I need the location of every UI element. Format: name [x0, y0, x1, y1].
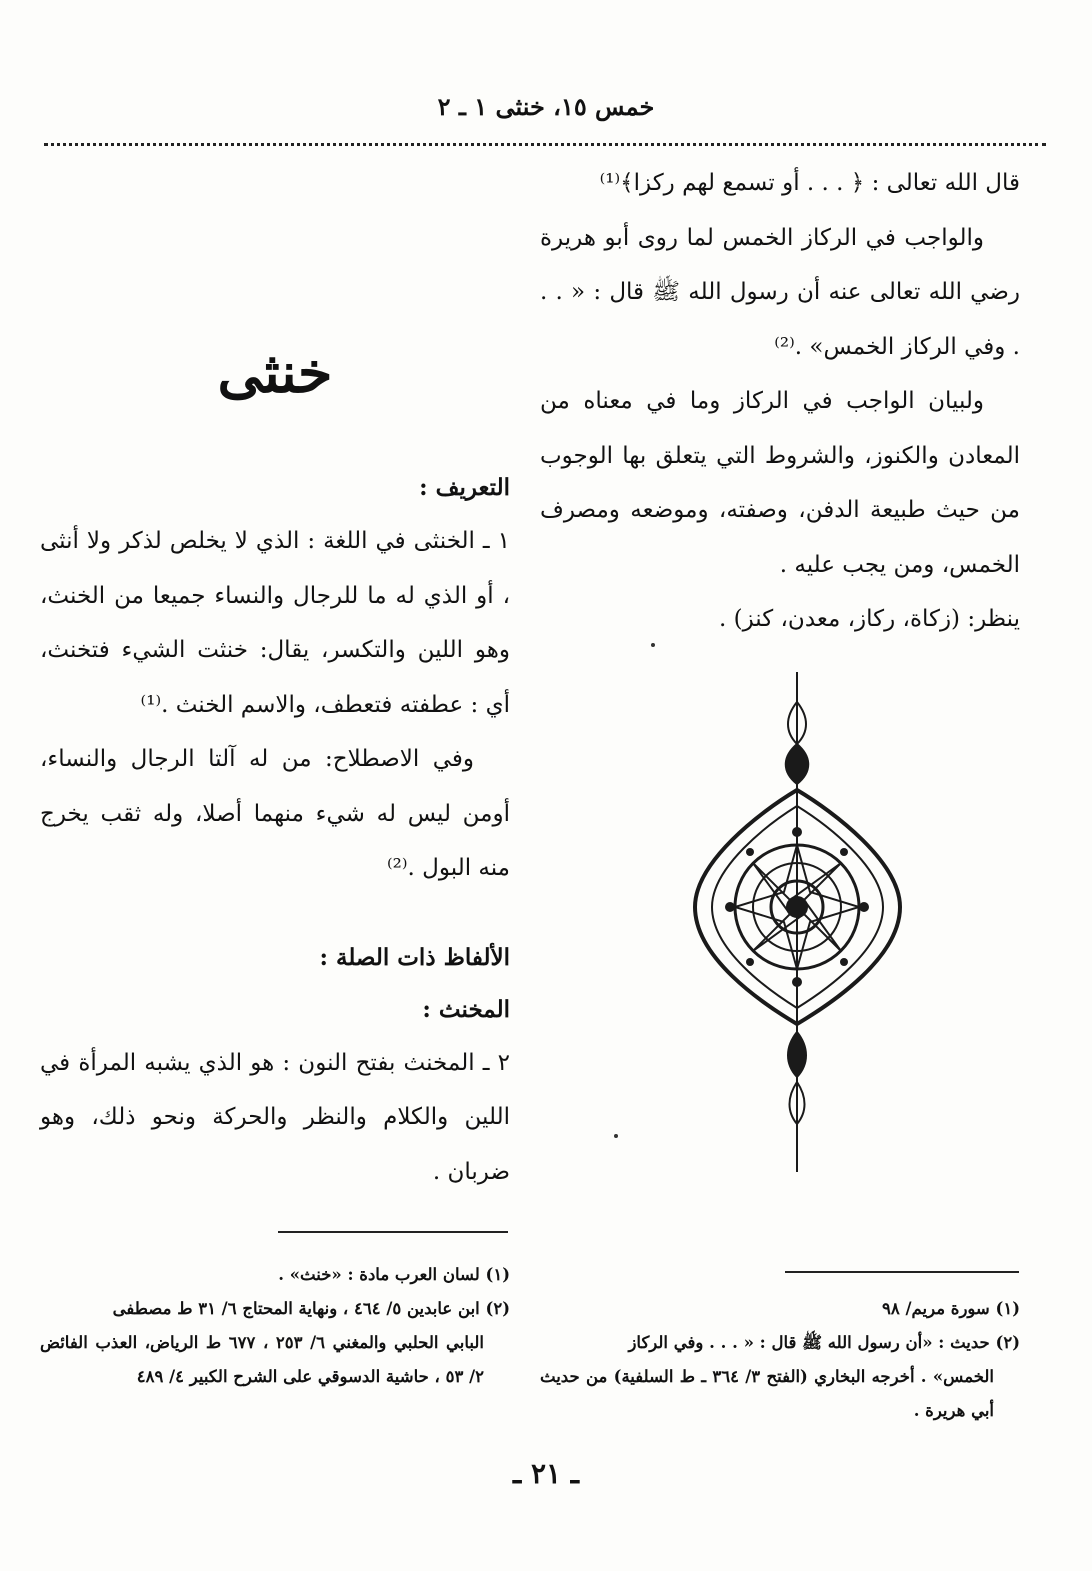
header-divider: [44, 143, 1046, 146]
related-terms-heading: الألفاظ ذات الصلة :: [319, 943, 510, 971]
decorative-arabesque-ornament: [690, 672, 905, 1172]
right-paragraph-2: ولبيان الواجب في الركاز وما في معناه من المعادن والكنوز، والشروط التي يتعلق بها الوجوب من حيث طبيعة الدفن، وصفته، وموضعه ومصرف الخمس، ومن يجب عليه .: [540, 388, 1020, 578]
see-also-line: ينظر: (زكاة، ركاز، معدن، كنز) .: [719, 606, 1020, 632]
right-column: [540, 156, 1020, 647]
verse-line: قال الله تعالى : ﴿ . . . أو تسمع لهم ركزا﴾⁽¹⁾: [599, 170, 1020, 196]
speck-mark: [651, 643, 655, 647]
left-footnotes: [40, 1258, 510, 1394]
right-footnote-divider: [785, 1271, 1019, 1273]
left-footnote-2-continuation: البابي الحلبي والمغني ٦/ ٢٥٣ ، ٦٧٧ ط الرياض، العذب الفائض ٢/ ٥٣ ، حاشية الدسوقي على الشرح الكبير ٤/ ٤٨٩: [40, 1333, 484, 1386]
speck-mark: [614, 1134, 618, 1138]
right-footnote-2-continuation: الخمس» . أخرجه البخاري (الفتح ٣/ ٣٦٤ ـ ط السلفية) من حديث أبي هريرة .: [540, 1367, 994, 1420]
running-header: خمس ١٥، خنثى ١ ـ ٢: [437, 92, 655, 121]
right-paragraph-1: والواجب في الركاز الخمس لما روى أبو هريرة رضي الله تعالى عنه أن رسول الله ﷺ قال : « . . . وفي الركاز الخمس» .⁽²⁾: [540, 224, 1020, 360]
term-subheading: المخنث :: [422, 995, 510, 1023]
entry-title: خنثى: [217, 340, 333, 406]
left-footnote-2: (٢) ابن عابدين ٥/ ٤٦٤ ، ونهاية المحتاج ٦/ ٣١ ط مصطفى: [112, 1299, 510, 1318]
left-paragraph-1: ١ ـ الخنثى في اللغة : الذي لا يخلص لذكر ولا أنثى ، أو الذي له ما للرجال والنساء جميعا من الخنث، وهو اللين والتكسر، يقال: خنثت الشيء فتخنث، أي : عطفته فتعطف، والاسم الخنث .⁽¹⁾: [40, 528, 510, 718]
left-footnote-divider: [278, 1231, 508, 1233]
right-footnotes: [540, 1292, 1020, 1428]
left-column: [40, 462, 510, 1199]
left-paragraph-2: وفي الاصطلاح: من له آلتا الرجال والنساء، أومن ليس له شيء منهما أصلا، وله ثقب يخرج منه البول .⁽²⁾: [40, 746, 510, 881]
left-footnote-1: (١) لسان العرب مادة : «خنث» .: [278, 1265, 510, 1284]
left-paragraph-3: ٢ ـ المخنث بفتح النون : هو الذي يشبه المرأة في اللين والكلام والنظر والحركة ونحو ذلك، وهو ضربان .: [40, 1049, 510, 1185]
right-footnote-2: (٢) حديث : «أن رسول الله ﷺ قال : « . . . وفي الركاز: [628, 1333, 1020, 1352]
page-number: ـ ٢١ ـ: [513, 1457, 579, 1490]
definition-heading: التعريف :: [419, 474, 510, 501]
right-footnote-1: (١) سورة مريم/ ٩٨: [882, 1299, 1020, 1318]
